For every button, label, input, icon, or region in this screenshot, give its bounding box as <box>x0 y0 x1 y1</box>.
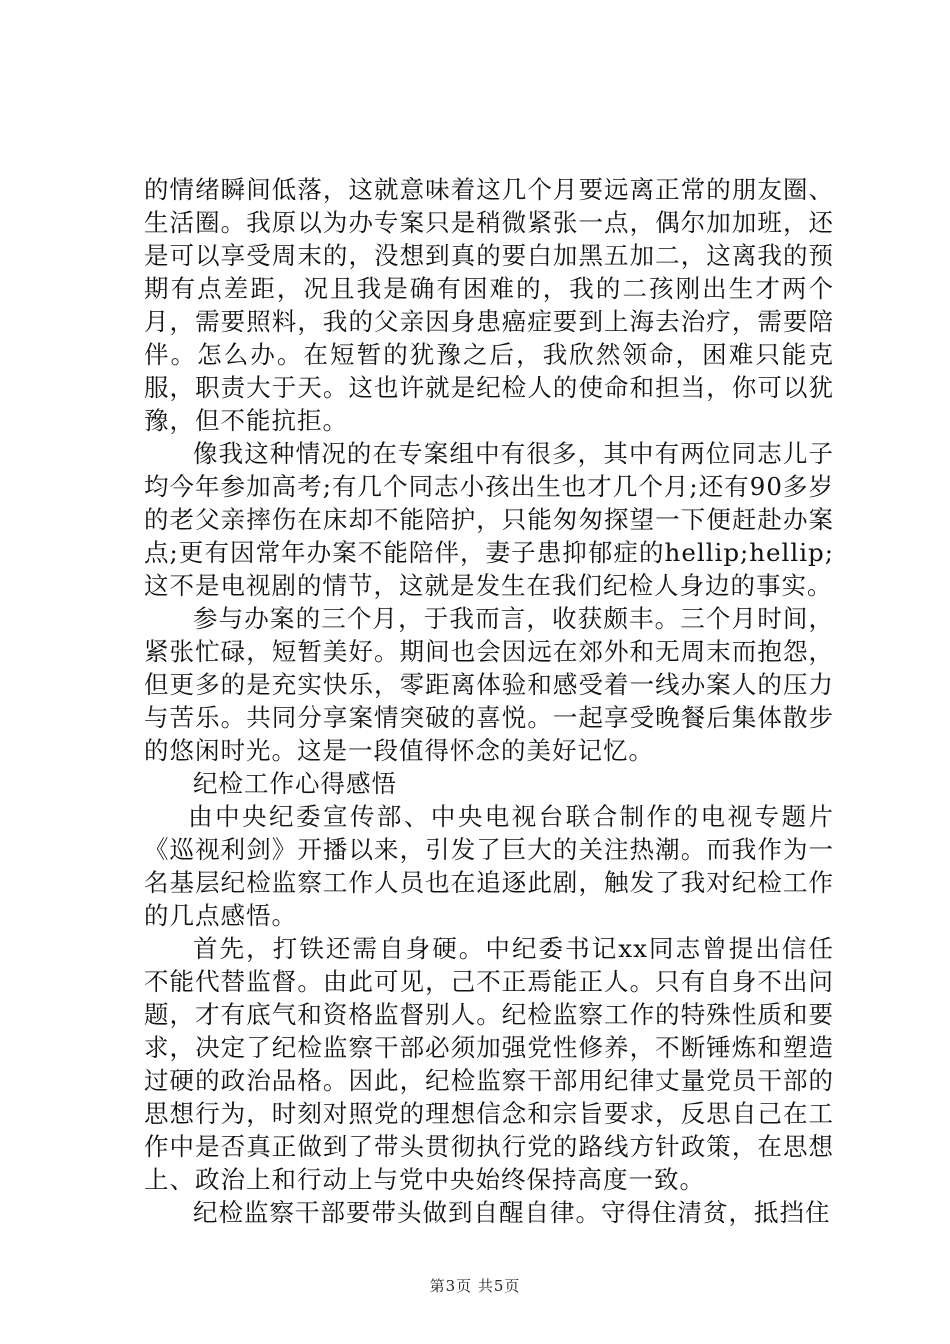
paragraph-self-discipline: 纪检监察干部要带头做到自醒自律。守得住清贫，抵挡住 <box>193 1198 831 1227</box>
page-number-footer: 第3页 共5页 <box>429 1277 521 1295</box>
paragraph-colleagues: 像我这种情况的在专案组中有很多，其中有两位同志儿子均今年参加高考;有几个同志小孩出生也才几个月;还有90多岁的老父亲摔伤在床却不能陪护，只能匆匆探望一下便赶赴办案点;更有因常年办案不能陪伴，妻子患抑郁症的hellip;hellip;这不是电视剧的情节，这就是发生在我们纪检人身边的事实。 <box>144 439 834 600</box>
section-heading: 纪检工作心得感悟 <box>193 769 397 798</box>
document-body <box>144 173 834 1229</box>
paragraph-intro: 由中央纪委宣传部、中央电视台联合制作的电视专题片《巡视利剑》开播以来，引发了巨大的关注热潮。而我作为一名基层纪检监察工作人员也在追逐此剧，触发了我对纪检工作的几点感悟。 <box>144 802 834 930</box>
paragraph-first-point: 首先，打铁还需自身硬。中纪委书记xx同志曾提出信任不能代替监督。由此可见，己不正焉能正人。只有自身不出问题，才有底气和资格监督别人。纪检监察工作的特殊性质和要求，决定了纪检监察干部必须加强党性修养，不断锤炼和塑造过硬的政治品格。因此，纪检监察干部用纪律丈量党员干部的思想行为，时刻对照党的理想信念和宗旨要求，反思自己在工作中是否真正做到了带头贯彻执行党的路线方针政策，在思想上、政治上和行动上与党中央始终保持高度一致。 <box>144 934 834 1194</box>
paragraph-three-months: 参与办案的三个月，于我而言，收获颇丰。三个月时间，紧张忙碌，短暂美好。期间也会因远在郊外和无周末而抱怨，但更多的是充实快乐，零距离体验和感受着一线办案人的压力与苦乐。共同分享案情突破的喜悦。一起享受晚餐后集体散步的悠闲时光。这是一段值得怀念的美好记忆。 <box>144 604 834 765</box>
paragraph-continuation: 的情绪瞬间低落，这就意味着这几个月要远离正常的朋友圈、生活圈。我原以为办专案只是稍微紧张一点，偶尔加加班，还是可以享受周末的，没想到真的要白加黑五加二，这离我的预期有点差距，况且我是确有困难的，我的二孩刚出生才两个月，需要照料，我的父亲因身患癌症要到上海去治疗，需要陪伴。怎么办。在短暂的犹豫之后，我欣然领命，困难只能克服，职责大于天。这也许就是纪检人的使命和担当，你可以犹豫，但不能抗拒。 <box>144 175 834 435</box>
